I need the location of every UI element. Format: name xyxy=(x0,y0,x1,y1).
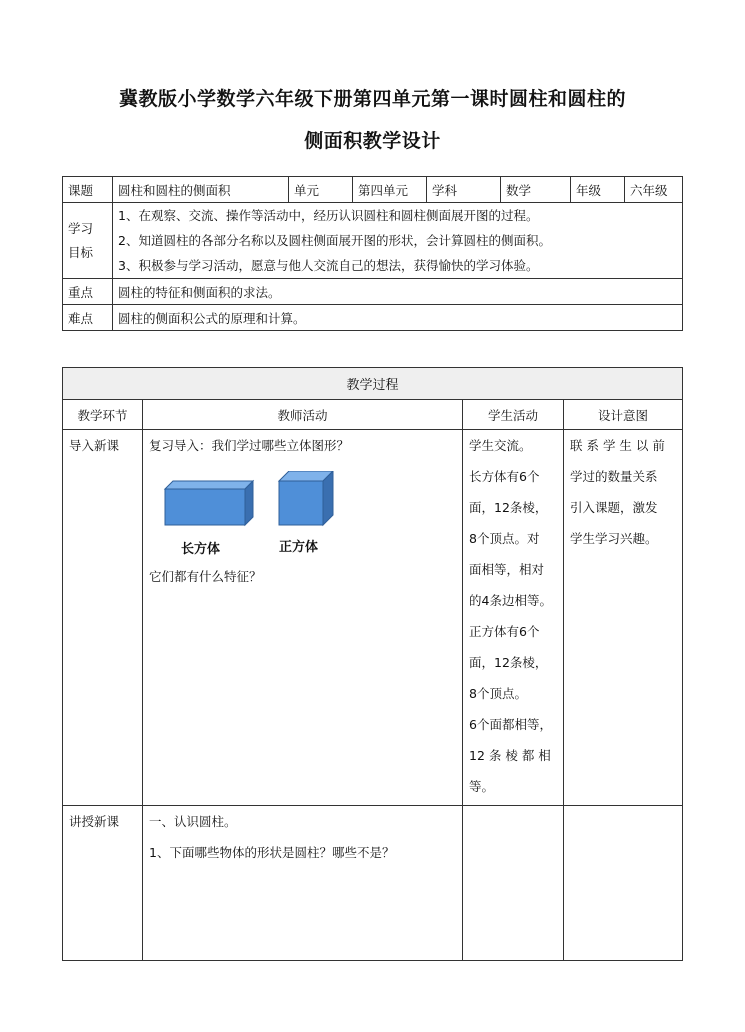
teacher-activity-intro xyxy=(143,430,463,806)
student-line: 6个面都相等， xyxy=(469,717,552,732)
col-header-teacher: 教师活动 xyxy=(143,400,463,430)
topic-value: 圆柱和圆柱的侧面积 xyxy=(113,177,289,203)
student-line: 学生交流。 xyxy=(469,438,532,453)
student-activity-intro xyxy=(463,430,564,806)
design-intent-new-lesson xyxy=(564,806,683,961)
col-header-intent: 设计意图 xyxy=(564,400,683,430)
difficulty-value: 圆柱的侧面积公式的原理和计算。 xyxy=(113,305,683,331)
teaching-process-table xyxy=(62,367,683,961)
student-line: 面相等，相对 xyxy=(469,562,545,577)
cube-front-face xyxy=(279,481,323,525)
document-title-line-2: 侧面积教学设计 xyxy=(304,130,441,152)
grade-label: 年级 xyxy=(571,177,625,203)
key-value: 圆柱的特征和侧面积的求法。 xyxy=(113,279,683,305)
student-line: 正方体有6个 xyxy=(469,624,540,639)
cuboid-side-face xyxy=(245,481,253,525)
col-header-student: 学生活动 xyxy=(463,400,564,430)
goal-item-3: 3、积极参与学习活动，愿意与他人交流自己的想法，获得愉快的学习体验。 xyxy=(118,258,539,273)
difficulty-label: 难点 xyxy=(63,305,113,331)
goals-label-line-1: 学习 xyxy=(68,220,94,236)
cuboid-front-face xyxy=(165,489,245,525)
key-label: 重点 xyxy=(63,279,113,305)
intent-line: 引入课题，激发 xyxy=(570,500,658,515)
document-title-line-1: 冀教版小学数学六年级下册第四单元第一课时圆柱和圆柱的 xyxy=(118,88,626,110)
student-line: 面，12条棱， xyxy=(469,655,548,670)
unit-label: 单元 xyxy=(289,177,353,203)
teacher-line-2: 1、下面哪些物体的形状是圆柱？哪些不是？ xyxy=(149,845,395,860)
step-new-lesson: 讲授新课 xyxy=(63,806,143,961)
intent-line: 学生学习兴趣。 xyxy=(570,531,658,546)
lesson-info-table xyxy=(62,176,683,331)
teacher-line-1: 一、认识圆柱。 xyxy=(149,814,237,829)
intent-line: 学过的数量关系 xyxy=(570,469,658,484)
teacher-question-1: 复习导入：我们学过哪些立体图形？ xyxy=(149,438,350,453)
student-line: 12 条 棱 都 相 xyxy=(469,748,551,763)
subject-label: 学科 xyxy=(427,177,501,203)
student-line: 8个顶点。 xyxy=(469,686,527,701)
student-activity-new-lesson xyxy=(463,806,564,961)
cuboid-label: 长方体 xyxy=(181,542,221,557)
teacher-activity-new-lesson xyxy=(143,806,463,961)
student-line: 等。 xyxy=(469,779,495,794)
col-header-step: 教学环节 xyxy=(63,400,143,430)
design-intent-intro xyxy=(564,430,683,806)
topic-label: 课题 xyxy=(63,177,113,203)
student-line: 面，12条棱， xyxy=(469,500,548,515)
student-line: 长方体有6个 xyxy=(469,469,540,484)
process-header: 教学过程 xyxy=(63,368,683,400)
student-line: 8个顶点。对 xyxy=(469,531,540,546)
goals-label-line-2: 目标 xyxy=(68,244,94,260)
grade-value: 六年级 xyxy=(625,177,683,203)
student-line: 的4条边相等。 xyxy=(469,593,552,608)
intent-line: 联 系 学 生 以 前 xyxy=(570,438,665,453)
step-intro: 导入新课 xyxy=(63,430,143,806)
goal-item-2: 2、知道圆柱的各部分名称以及圆柱侧面展开图的形状，会计算圆柱的侧面积。 xyxy=(118,233,551,248)
goals-content xyxy=(113,203,683,279)
unit-value: 第四单元 xyxy=(353,177,427,203)
cube-side-face xyxy=(323,471,333,525)
solid-figures xyxy=(149,461,456,561)
cuboid-cube-figure xyxy=(157,471,357,535)
subject-value: 数学 xyxy=(501,177,571,203)
cube-label: 正方体 xyxy=(279,540,319,555)
cuboid-top-face xyxy=(165,481,253,489)
goal-item-1: 1、在观察、交流、操作等活动中，经历认识圆柱和圆柱侧面展开图的过程。 xyxy=(118,208,539,223)
goals-label xyxy=(63,203,113,279)
teacher-question-2: 它们都有什么特征？ xyxy=(149,569,262,584)
